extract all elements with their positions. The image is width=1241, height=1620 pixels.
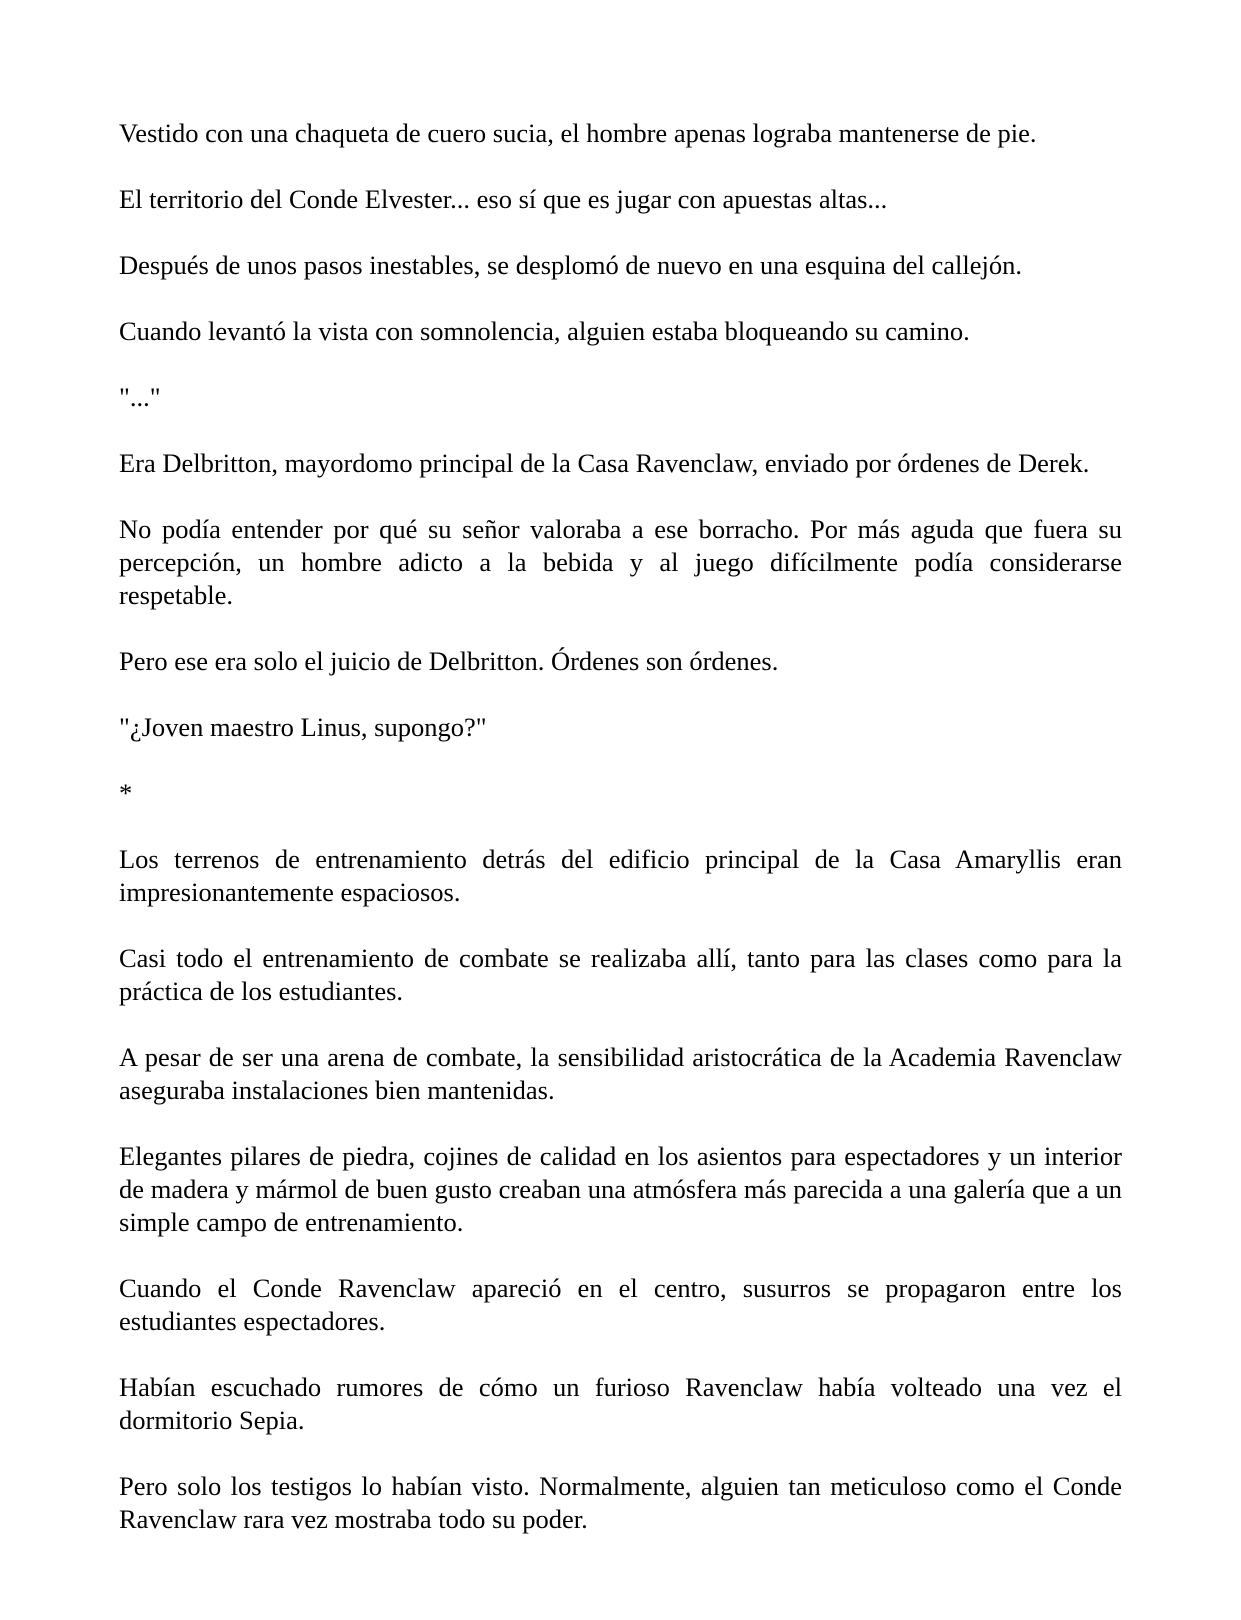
paragraph: Los terrenos de entrenamiento detrás del edificio principal de la Casa Amaryllis eran impresionantemente espaciosos. [119, 844, 1122, 907]
paragraph: No podía entender por qué su señor valoraba a ese borracho. Por más aguda que fuera su percepción, un hombre adicto a la bebida y al juego difícilmente podía considerarse respetable. [119, 514, 1122, 610]
paragraph: A pesar de ser una arena de combate, la sensibilidad aristocrática de la Academia Ravenclaw aseguraba instalaciones bien mantenidas. [119, 1042, 1122, 1105]
paragraph: Era Delbritton, mayordomo principal de la Casa Ravenclaw, enviado por órdenes de Derek. [119, 448, 1090, 478]
paragraph: Habían escuchado rumores de cómo un furioso Ravenclaw había volteado una vez el dormitorio Sepia. [119, 1372, 1122, 1435]
paragraph: Vestido con una chaqueta de cuero sucia, el hombre apenas lograba mantenerse de pie. [119, 118, 1037, 148]
scene-break: * [119, 778, 133, 808]
paragraph: Pero solo los testigos lo habían visto. Normalmente, alguien tan meticuloso como el Conde Ravenclaw rara vez mostraba todo su poder. [119, 1471, 1122, 1534]
paragraph: El territorio del Conde Elvester... eso sí que es jugar con apuestas altas... [119, 184, 888, 214]
paragraph: Después de unos pasos inestables, se desplomó de nuevo en una esquina del callejón. [119, 250, 1022, 280]
paragraph: Elegantes pilares de piedra, cojines de calidad en los asientos para espectadores y un interior de madera y mármol de buen gusto creaban una atmósfera más parecida a una galería que a un simple campo de entrenamiento. [119, 1141, 1122, 1237]
paragraph: "..." [119, 382, 161, 412]
paragraph: Cuando levantó la vista con somnolencia, alguien estaba bloqueando su camino. [119, 316, 970, 346]
paragraph: Casi todo el entrenamiento de combate se realizaba allí, tanto para las clases como para la práctica de los estudiantes. [119, 943, 1122, 1006]
paragraph: Cuando el Conde Ravenclaw apareció en el centro, susurros se propagaron entre los estudiantes espectadores. [119, 1273, 1122, 1336]
paragraph: "¿Joven maestro Linus, supongo?" [119, 712, 487, 742]
paragraph: Pero ese era solo el juicio de Delbritton. Órdenes son órdenes. [119, 646, 779, 676]
document-page [119, 117, 1122, 1569]
